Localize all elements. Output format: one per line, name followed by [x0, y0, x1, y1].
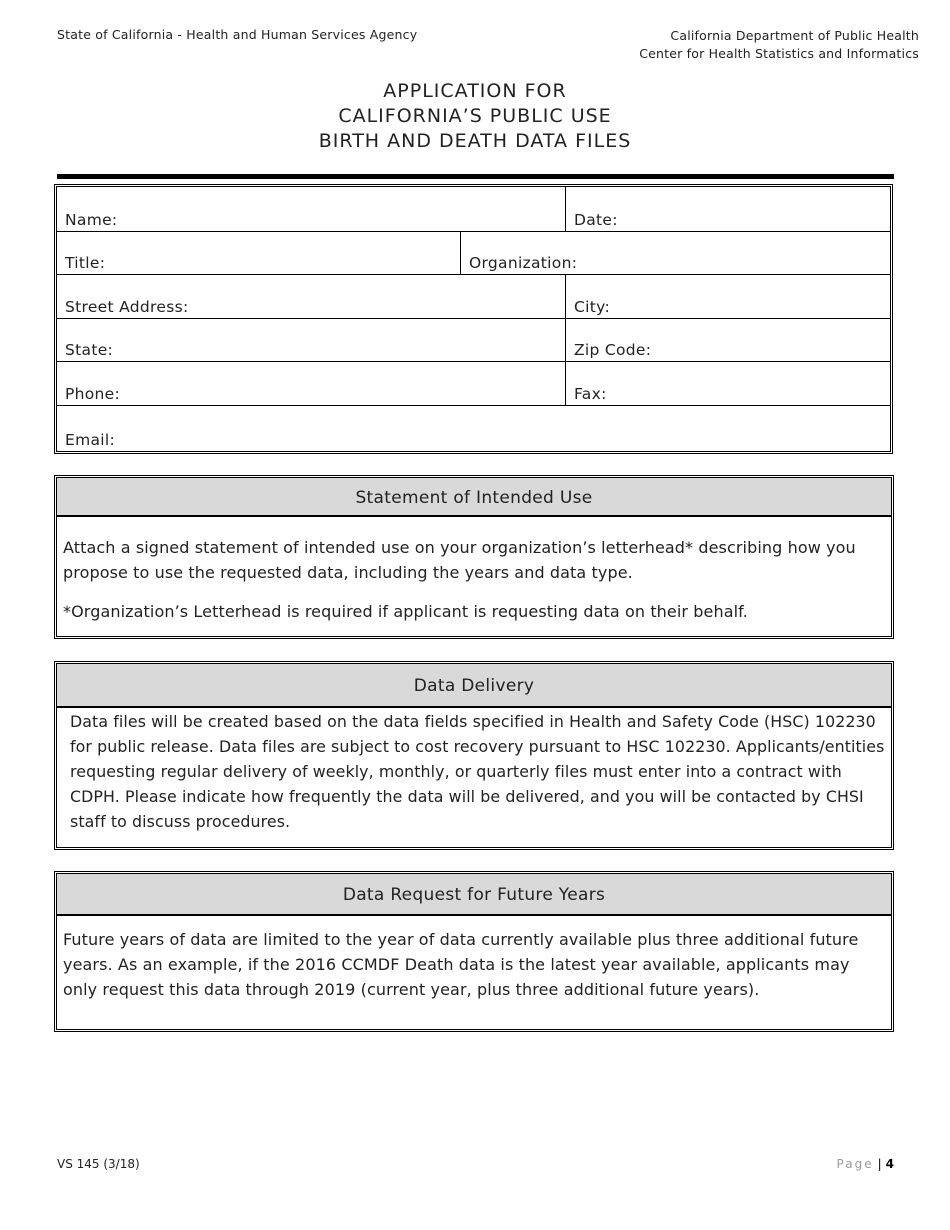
name-date-row	[57, 187, 890, 232]
state-zip-row	[57, 319, 890, 362]
page-separator: |	[877, 1157, 882, 1171]
city-field[interactable]	[565, 275, 890, 318]
future-years-heading: Data Request for Future Years	[57, 874, 891, 916]
applicant-info-table	[56, 186, 891, 452]
email-label: Email:	[65, 431, 116, 449]
fax-label: Fax:	[574, 385, 607, 403]
future-years-paragraph: Future years of data are limited to the year of data currently available plus three additional future years. As an example, if the 2016 CCMDF Death data is the latest year available, applicants may only request this data through 2019 (current year, plus three additional future years).	[63, 930, 859, 999]
data-delivery-section	[56, 663, 892, 848]
title-line-2: CALIFORNIA’S PUBLIC USE	[338, 105, 612, 127]
agency-header: State of California - Health and Human Services Agency	[57, 27, 418, 42]
date-label: Date:	[574, 211, 618, 229]
phone-fax-row	[57, 362, 890, 406]
future-years-body	[57, 916, 891, 1002]
city-label: City:	[574, 298, 610, 316]
title-line-1: APPLICATION FOR	[383, 80, 567, 102]
title-line-3: BIRTH AND DEATH DATA FILES	[318, 130, 632, 152]
letterhead-note: *Organization’s Letterhead is required if applicant is requesting data on their behalf.	[63, 602, 748, 621]
organization-field[interactable]	[460, 232, 890, 274]
page-title	[0, 79, 950, 154]
form-id: VS 145 (3/18)	[57, 1157, 140, 1171]
zip-code-label: Zip Code:	[574, 341, 652, 359]
phone-field[interactable]	[57, 362, 565, 405]
phone-label: Phone:	[65, 385, 121, 403]
name-field[interactable]	[57, 187, 565, 231]
fax-field[interactable]	[565, 362, 890, 405]
department-header	[639, 27, 919, 63]
center-name: Center for Health Statistics and Informatics	[639, 46, 919, 61]
address-city-row	[57, 275, 890, 319]
title-field[interactable]	[57, 232, 460, 274]
data-delivery-heading: Data Delivery	[57, 664, 891, 708]
data-delivery-paragraph: Data files will be created based on the data fields specified in Health and Safety Code (HSC) 102230 for public release. Data files are subject to cost recovery pursuant to HSC 102230. Applicants/entities requesting regular delivery of weekly, monthly, or quarterly files must enter into a contract with CDPH. Please indicate how frequently the data will be delivered, and you will be contacted by CHSI staff to discuss procedures.	[70, 712, 885, 831]
title-label: Title:	[65, 254, 106, 272]
title-divider	[57, 174, 894, 179]
street-address-label: Street Address:	[65, 298, 189, 316]
intended-use-paragraph: Attach a signed statement of intended use on your organization’s letterhead* describing how you propose to use the requested data, including the years and data type.	[63, 538, 856, 582]
email-row	[57, 406, 890, 451]
intended-use-body	[57, 517, 891, 624]
street-address-field[interactable]	[57, 275, 565, 318]
name-label: Name:	[65, 211, 118, 229]
intended-use-section	[56, 477, 892, 637]
email-field[interactable]	[57, 406, 890, 451]
page-indicator	[837, 1157, 894, 1171]
page-word: Page	[836, 1157, 874, 1171]
intended-use-heading: Statement of Intended Use	[57, 478, 891, 517]
organization-label: Organization:	[469, 254, 578, 272]
zip-code-field[interactable]	[565, 319, 890, 361]
state-label: State:	[65, 341, 114, 359]
data-delivery-body	[57, 708, 891, 834]
page-number: 4	[885, 1157, 894, 1171]
date-field[interactable]	[565, 187, 890, 231]
department-name: California Department of Public Health	[670, 28, 919, 43]
state-field[interactable]	[57, 319, 565, 361]
future-years-section	[56, 873, 892, 1030]
title-org-row	[57, 232, 890, 275]
